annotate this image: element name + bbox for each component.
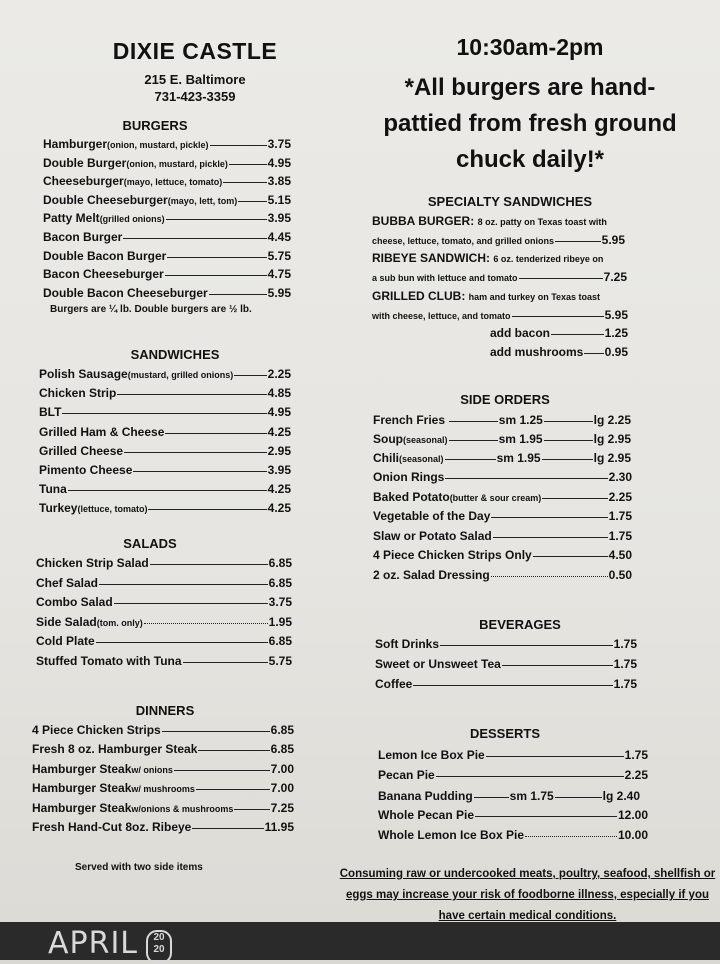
menu-item [36,634,292,648]
leader-line [174,770,270,771]
menu-item [373,490,632,504]
menu-item-name: Bacon Cheeseburger [43,267,164,282]
menu-item-name: Whole Lemon Ice Box Pie [378,828,525,842]
menu-item-price: 7.00 [270,781,294,796]
add-bacon: add bacon 1.25 [490,326,628,340]
menu-item-note: w/onions & mushrooms [131,803,234,814]
menu-item [43,286,291,300]
menu-item [32,820,294,834]
menu-item [375,677,637,691]
leader-line [445,478,607,479]
menu-item-name: Slaw or Potato Salad [373,528,492,543]
menu-item-price: 5.75 [267,248,291,263]
menu-item-note: (mayo, lettuce, tomato) [123,177,223,188]
menu-item-name: 2 oz. Salad Dressing [373,567,490,582]
leader-line [165,275,267,276]
menu-item [32,742,294,756]
leader-line [234,375,266,376]
leader-line [68,490,267,491]
menu-item-name: Baked Potato [373,489,450,504]
menu-item-note: (butter & sour cream) [449,492,542,503]
dinners-title: DINNERS [135,703,195,718]
menu-item-note: (mayo, lett, tom) [167,195,238,206]
menu-item [373,568,632,582]
sides-title: SIDE ORDERS [460,392,550,407]
menu-item-price: 7.25 [270,800,294,815]
beverages-title: BEVERAGES [479,617,561,632]
bubba-burger-line2: cheese, lettuce, tomato, and grilled onions 5.95 [372,233,625,247]
menu-item [32,723,294,737]
menu-item-price: 4.25 [267,424,291,439]
grilled-club-line1: GRILLED CLUB: ham and turkey on Texas toast [372,289,601,303]
menu-item [32,762,294,776]
leader-line [413,685,612,686]
menu-item-name: Hamburger [43,137,108,151]
menu-item [378,808,648,822]
menu-item-price: 1.75 [613,677,637,691]
leader-line [493,537,608,538]
burgers-title: BURGERS [122,118,188,133]
menu-item [36,654,292,668]
leader-line [436,776,624,777]
leader-line [475,816,617,817]
leader-line [124,452,267,453]
menu-item-price: 4.85 [267,386,291,401]
leader-line [165,433,266,434]
menu-item-note: w/ mushrooms [131,784,195,795]
menu-item-name: Grilled Cheese [39,443,124,458]
menu-item-price: 1.75 [613,637,637,651]
menu-item-price: 4.95 [267,405,291,420]
food-safety-warning: Consuming raw or undercooked meats, poultry, seafood, shellfish or eggs may increase your risk of foodborne illness, especially if you have certain medical conditions. [339,868,716,922]
menu-item-price: 4.25 [267,482,291,497]
menu-item-price: 7.00 [270,761,294,776]
menu-item [43,137,291,151]
menu-item [43,249,291,263]
menu-item-name: Onion Rings [373,470,445,484]
menu-item-note: w/ onions [131,764,173,775]
menu-item [375,657,637,671]
menu-item-name: Tuna [39,482,67,497]
leader-line [491,576,608,577]
dessert-banana-pudding: Banana Pudding sm 1.75 lg 2.40 [378,789,640,803]
menu-item-price: 2.25 [608,489,632,504]
menu-item-price: 11.95 [264,820,294,834]
menu-item-price: 3.95 [267,211,291,226]
ribeye-sandwich-line1: RIBEYE SANDWICH: 6 oz. tenderized ribeye on [372,251,604,265]
menu-item [378,768,648,782]
leader-line [234,809,269,810]
leader-line [209,294,267,295]
bubba-burger-line1: BUBBA BURGER: 8 oz. patty on Texas toast with [372,214,607,228]
menu-item-price: 6.85 [268,575,292,590]
leader-line [238,201,266,202]
menu-item-price: 4.25 [267,501,291,516]
menu-item-price: 3.75 [268,595,292,610]
leader-line [502,665,613,666]
menu-item [43,174,291,188]
leader-line [229,164,267,165]
menu-item-name: Double Cheeseburger [43,192,168,207]
menu-item-name: Sweet or Unsweet Tea [375,657,501,671]
menu-item [39,482,291,496]
side-french-fries: French Fries sm 1.25 lg 2.25 [373,413,631,427]
menu-item-name: Vegetable of the Day [373,509,491,523]
menu-item-price: 2.95 [267,443,291,458]
menu-item [43,193,291,207]
menu-item-price: 1.75 [608,528,632,543]
menu-item-price: 0.50 [608,567,632,582]
salads-title: SALADS [123,536,177,551]
menu-item [43,156,291,170]
menu-item [39,444,291,458]
menu-item-note: (onion, mustard, pickle) [107,140,209,150]
menu-item [373,470,632,484]
side-chili: Chili (seasonal) sm 1.95 lg 2.95 [373,451,631,465]
menu-item-price: 1.75 [613,657,637,671]
footer-year-top: 20 [153,932,165,943]
menu-item-price: 4.95 [267,155,291,170]
leader-line [440,645,613,646]
specialty-title: SPECIALTY SANDWICHES [427,194,593,209]
leader-line [148,509,266,510]
restaurant-address: 215 E. Baltimore [144,72,246,87]
leader-line [223,182,266,183]
footer-year-bottom: 20 [153,944,165,955]
menu-item-name: Grilled Ham & Cheese [39,424,165,439]
menu-item [43,211,291,225]
menu-item-name: Side Salad [36,614,97,629]
menu-item-name: Combo Salad [36,595,113,610]
dinners-footnote: Served with two side items [75,862,203,873]
menu-item-price: 2.25 [624,768,648,783]
menu-item-name: Whole Pecan Pie [378,808,475,822]
menu-item-name: Stuffed Tomato with Tuna [36,654,182,668]
menu-item-name: Cold Plate [36,634,95,649]
menu-item-name: Cheeseburger [43,174,124,189]
leader-line [167,257,266,258]
grilled-club-line2: with cheese, lettuce, and tomato 5.95 [372,308,628,322]
menu-item-note: (onion, mustard, pickle) [126,158,228,169]
side-soup: Soup (seasonal) sm 1.95 lg 2.95 [373,432,631,446]
menu-item-note: (tom. only) [96,617,143,628]
menu-item-price: 1.75 [608,509,632,523]
menu-item-name: Fresh 8 oz. Hamburger Steak [32,742,198,757]
footer-month: APRIL [48,926,139,961]
menu-item [378,748,648,762]
menu-item [36,615,292,629]
restaurant-phone: 731-423-3359 [154,89,236,104]
menu-item-price: 1.75 [624,748,648,762]
menu-item-name: Polish Sausage [39,367,128,381]
leader-line [99,584,268,585]
menu-item [39,463,291,477]
menu-item [375,637,637,651]
menu-item [373,548,632,562]
menu-item-price: 12.00 [617,808,648,822]
menu-item-name: Hamburger Steak [32,781,132,796]
menu-item [36,595,292,609]
leader-line [525,836,617,837]
menu-item-name: Soft Drinks [375,637,440,651]
menu-item [39,501,291,515]
leader-line [486,756,624,757]
leader-line [183,662,268,663]
leader-line [491,517,607,518]
leader-line [162,731,270,732]
menu-item-name: Pimento Cheese [39,463,133,477]
leader-line [117,394,266,395]
menu-item [378,828,648,842]
menu-item-price: 3.95 [267,463,291,477]
menu-item-name: Double Bacon Burger [43,248,167,263]
menu-item-price: 6.85 [268,634,292,649]
menu-item [39,425,291,439]
menu-item-name: Hamburger Steak [32,800,132,815]
menu-item [36,576,292,590]
leader-line [210,145,267,146]
menu-item-price: 5.75 [268,654,292,668]
menu-item-name: Double Burger [43,155,127,170]
menu-item-name: Double Bacon Cheeseburger [43,285,208,300]
footer-year-badge [146,930,172,964]
menu-item [36,556,292,570]
burgers-footnote: Burgers are ¼ lb. Double burgers are ½ lb. [50,304,252,315]
desserts-title: DESSERTS [469,726,541,741]
menu-item-name: 4 Piece Chicken Strips [32,723,161,737]
leader-line [192,828,263,829]
menu-item-price: 4.75 [267,267,291,282]
menu-item-price: 2.25 [267,367,291,381]
menu-item-price: 6.85 [268,556,292,570]
menu-item-name: Turkey [39,501,78,516]
menu-item-name: Pecan Pie [378,768,435,783]
menu-item [32,801,294,815]
menu-item [373,509,632,523]
menu-item-name: BLT [39,405,62,420]
menu-item [39,405,291,419]
burger-tagline: *All burgers are hand-pattied from fresh ground chuck daily!* [383,74,677,173]
opening-hours: 10:30am-2pm [456,34,604,60]
menu-item-name: Fresh Hand-Cut 8oz. Ribeye [32,820,192,834]
menu-item [39,386,291,400]
menu-item [32,781,294,795]
leader-line [144,623,268,624]
restaurant-name: DIXIE CASTLE [112,38,278,64]
menu-item-price: 10.00 [617,828,648,842]
menu-item-price: 6.85 [270,742,294,757]
menu-item-name: Patty Melt [43,211,100,226]
menu-item-price: 3.75 [267,137,291,151]
menu-item-name: Hamburger Steak [32,761,132,776]
menu-item-name: Chicken Strip [39,386,117,401]
menu-item [39,367,291,381]
menu-item-price: 5.15 [267,192,291,207]
menu-item-name: Chicken Strip Salad [36,556,149,570]
menu-item-name: Bacon Burger [43,230,123,244]
leader-line [133,471,266,472]
menu-item [43,230,291,244]
menu-item-price: 3.85 [267,174,291,189]
leader-line [114,603,268,604]
menu-item-price: 5.95 [267,285,291,300]
menu-item-price: 1.95 [268,614,292,629]
menu-item-name: 4 Piece Chicken Strips Only [373,548,532,562]
menu-item-price: 2.30 [608,470,632,484]
leader-line [123,238,266,239]
menu-item-name: Lemon Ice Box Pie [378,748,485,762]
menu-item-name: Chef Salad [36,575,99,590]
leader-line [196,789,270,790]
leader-line [96,642,268,643]
menu-item [43,267,291,281]
leader-line [150,564,268,565]
leader-line [198,750,269,751]
add-mushrooms: add mushrooms 0.95 [490,345,628,359]
menu-item-name: Coffee [375,677,413,691]
menu-item-note: (lettuce, tomato) [77,504,148,515]
leader-line [542,498,607,499]
leader-line [533,556,608,557]
menu-item [373,529,632,543]
menu-item-price: 4.50 [608,548,632,562]
menu-item-price: 4.45 [267,230,291,244]
menu-item-price: 6.85 [270,723,294,737]
sandwiches-title: SANDWICHES [130,347,220,362]
menu-item-note: (grilled onions) [99,214,165,225]
ribeye-sandwich-line2: a sub bun with lettuce and tomato 7.25 [372,270,627,284]
leader-line [62,413,266,414]
leader-line [166,219,267,220]
menu-item-note: (mustard, grilled onions) [127,370,234,380]
